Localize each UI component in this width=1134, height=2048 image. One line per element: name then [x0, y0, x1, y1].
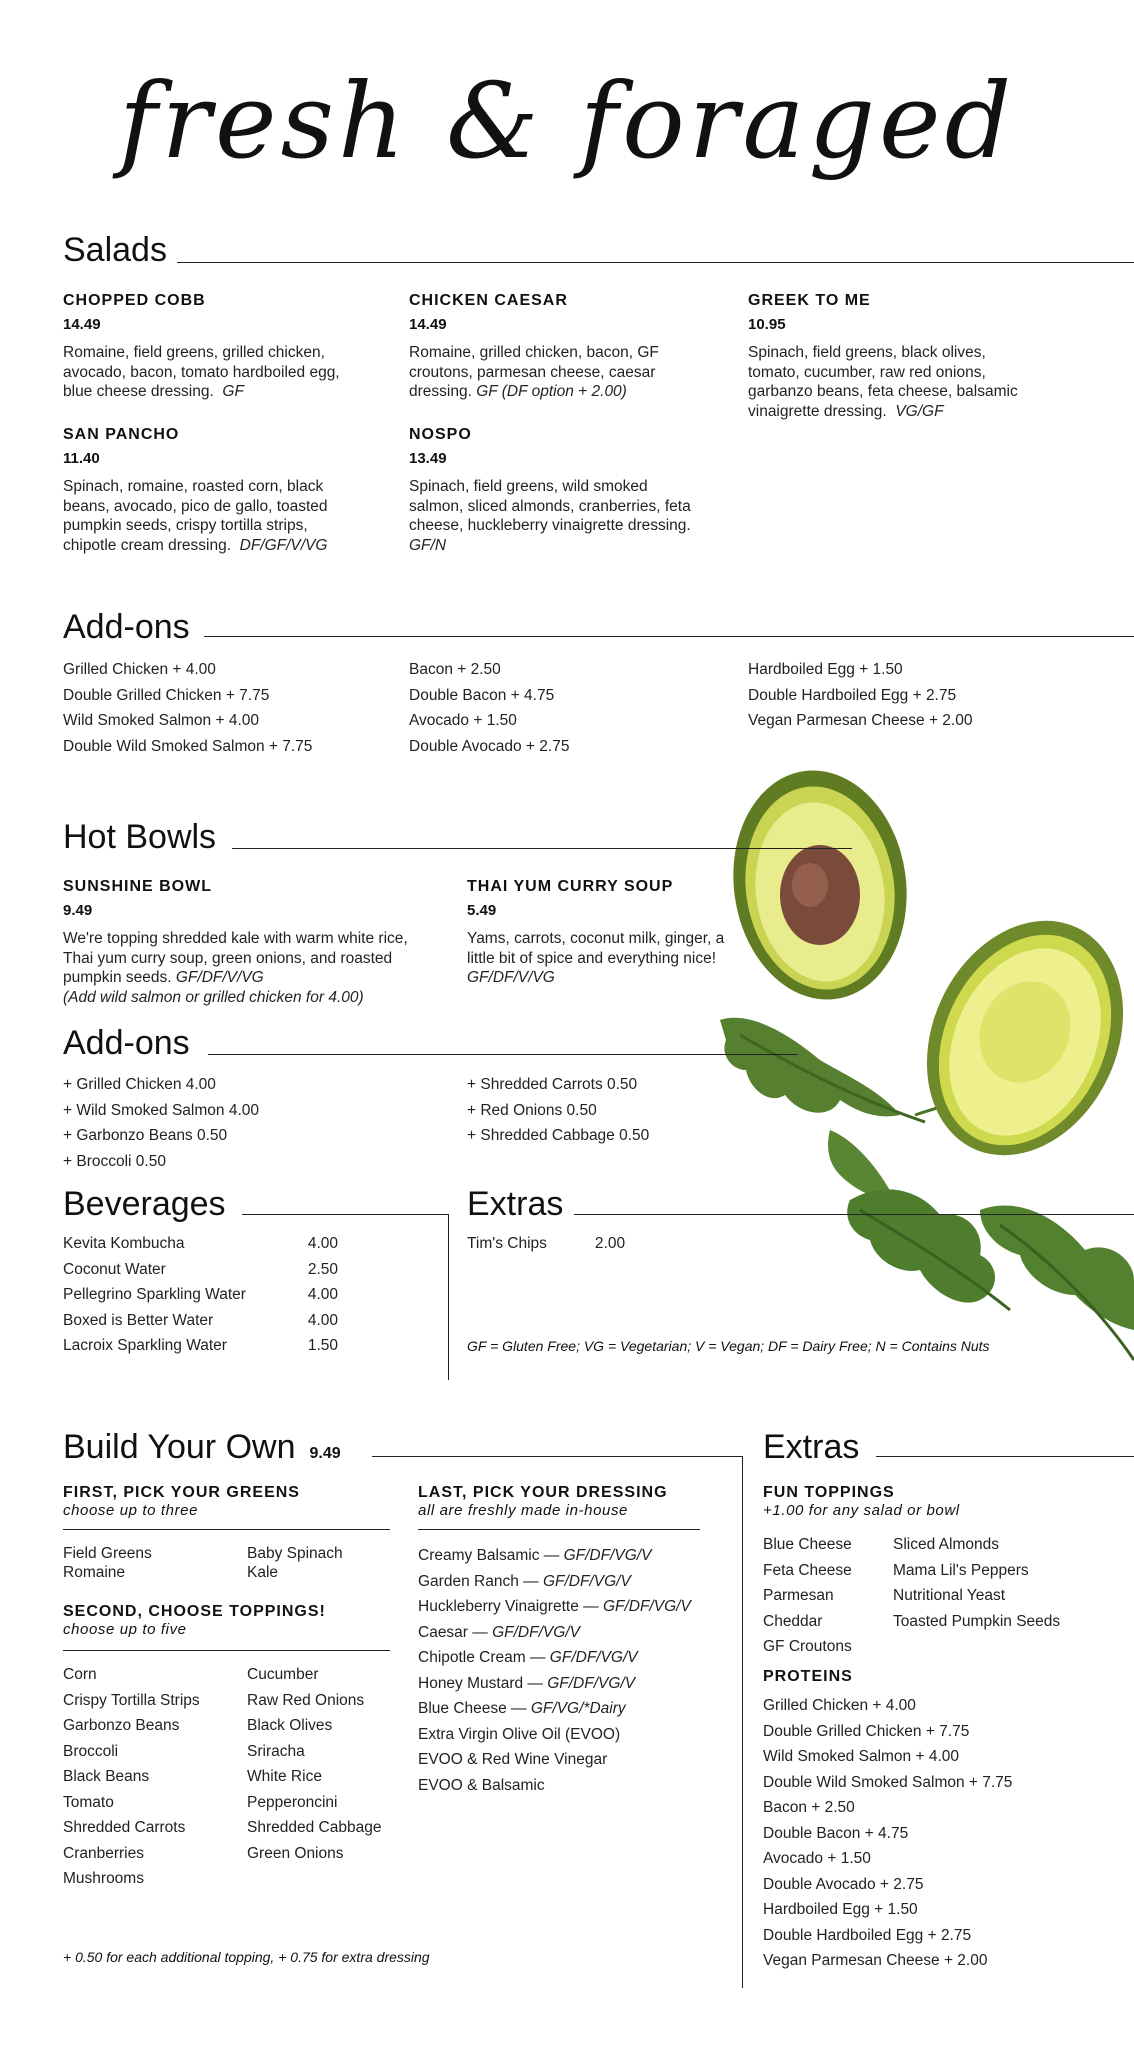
bowl-addons-heading: Add-ons	[63, 1024, 190, 1062]
topping-item: Shredded Carrots	[63, 1819, 186, 1836]
fun-toppings-block	[763, 1484, 960, 1519]
proteins-list	[763, 1693, 1012, 1974]
dressing-rule	[418, 1529, 700, 1530]
addon-item: Double Grilled Chicken + 7.75	[63, 686, 270, 704]
addon-item: + Broccoli 0.50	[63, 1152, 166, 1170]
diet-tags: GF/DF/V/VG	[175, 969, 264, 986]
extras-item-tims-chips: Tim's Chips 2.00	[467, 1235, 626, 1252]
menu-title: fresh & foraged	[118, 60, 1016, 182]
topping-item: Black Olives	[247, 1717, 333, 1734]
item-price: 9.49	[63, 902, 93, 919]
diet-tags: GF/N	[409, 536, 447, 554]
salad-item-nospo	[409, 426, 699, 555]
salad-addons-col1	[63, 657, 312, 759]
fun-topping-item: Feta Cheese	[763, 1561, 852, 1579]
bowl-addons-rule	[208, 1054, 798, 1055]
protein-item: Wild Smoked Salmon + 4.00	[763, 1748, 959, 1765]
greens-rule	[63, 1529, 390, 1530]
diet-tags: GF/DF/V/VG	[467, 969, 555, 986]
salads-heading: Salads	[63, 231, 167, 269]
extras-toppings-heading: Extras	[763, 1428, 860, 1466]
addon-item: + Grilled Chicken 4.00	[63, 1076, 216, 1093]
addon-item: Bacon + 2.50	[409, 661, 501, 678]
greens-item: Romaine	[63, 1564, 126, 1581]
salad-addons-col3	[748, 657, 972, 734]
beverage-row: Lacroix Sparkling Water 1.50	[63, 1337, 338, 1354]
item-desc: Spinach, field greens, wild smoked salmon, sliced almonds, cranberries, feta cheese, huckleberry vinaigrette dressing. GF/N	[409, 478, 691, 554]
item-name: THAI YUM CURRY SOUP	[467, 878, 674, 895]
build-your-own-divider	[742, 1456, 743, 1988]
fun-toppings-heading: FUN TOPPINGS	[763, 1484, 895, 1501]
dressing-subheading: all are freshly made in-house	[418, 1502, 628, 1519]
dressing-item: Honey Mustard — GF/DF/VG/V	[418, 1674, 636, 1692]
build-your-own-price: 9.49	[309, 1445, 341, 1462]
beverage-list	[63, 1231, 338, 1359]
protein-item: Avocado + 1.50	[763, 1850, 871, 1867]
toppings-rule	[63, 1650, 390, 1651]
beverage-row: Boxed is Better Water 4.00	[63, 1311, 338, 1329]
diet-tags: GF	[222, 383, 244, 400]
item-desc: Yams, carrots, coconut milk, ginger, a little bit of spice and everything nice! GF/DF/V/VG	[467, 930, 725, 986]
topping-item: Cucumber	[247, 1666, 319, 1683]
addon-item: + Red Onions 0.50	[467, 1101, 597, 1119]
salad-addons-heading: Add-ons	[63, 608, 190, 646]
addon-item: Grilled Chicken + 4.00	[63, 661, 216, 678]
topping-item: Corn	[63, 1666, 97, 1683]
dressing-item: Blue Cheese — GF/VG/*Dairy	[418, 1700, 626, 1717]
diet-tags: VG/GF	[895, 402, 944, 420]
dressing-item: Garden Ranch — GF/DF/VG/V	[418, 1572, 631, 1590]
greens-item: Kale	[247, 1564, 279, 1581]
protein-item: Bacon + 2.50	[763, 1799, 855, 1816]
toppings-block	[63, 1603, 326, 1638]
protein-item: Double Avocado + 2.75	[763, 1875, 924, 1893]
avocado-half-with-pit-icon	[719, 770, 921, 1011]
dressing-item: EVOO & Red Wine Vinegar	[418, 1751, 608, 1768]
addon-item: + Wild Smoked Salmon 4.00	[63, 1101, 259, 1119]
topping-item: Sriracha	[247, 1742, 305, 1760]
extras-toppings-rule	[876, 1456, 1134, 1457]
item-price: 14.49	[63, 316, 101, 333]
avocado-illustration	[680, 770, 1134, 1370]
addon-item: Double Hardboiled Egg + 2.75	[748, 686, 957, 704]
hot-bowls-heading: Hot Bowls	[63, 818, 217, 856]
item-name: CHICKEN CAESAR	[409, 292, 568, 309]
fun-toppings-subheading: +1.00 for any salad or bowl	[763, 1502, 960, 1519]
bowl-item-sunshine-bowl	[63, 878, 423, 1007]
topping-item: Tomato	[63, 1793, 114, 1811]
beverages-divider	[448, 1214, 449, 1380]
dressing-heading: LAST, PICK YOUR DRESSING	[418, 1484, 668, 1501]
item-price: 11.40	[63, 450, 100, 467]
build-your-own-heading: Build Your Own 9.49	[63, 1428, 341, 1466]
fun-toppings-col1	[763, 1532, 852, 1660]
topping-item: Shredded Cabbage	[247, 1819, 382, 1836]
topping-item: Green Onions	[247, 1844, 344, 1862]
item-price: 14.49	[409, 316, 447, 333]
protein-item: Double Hardboiled Egg + 2.75	[763, 1926, 972, 1944]
salad-item-greek-to-me	[748, 292, 1038, 421]
fun-topping-item: GF Croutons	[763, 1638, 852, 1655]
dressing-item: Creamy Balsamic — GF/DF/VG/V	[418, 1547, 652, 1564]
addon-item: Double Avocado + 2.75	[409, 737, 570, 755]
item-desc: Romaine, field greens, grilled chicken, avocado, bacon, tomato hardboiled egg, blue cheese dressing. GF	[63, 344, 340, 400]
salads-rule	[177, 262, 1134, 263]
beverage-row: Kevita Kombucha 4.00	[63, 1235, 338, 1252]
protein-item: Grilled Chicken + 4.00	[763, 1697, 916, 1714]
dressing-item: EVOO & Balsamic	[418, 1776, 545, 1794]
topping-item: Cranberries	[63, 1844, 144, 1862]
addon-item: + Shredded Cabbage 0.50	[467, 1127, 650, 1144]
avocado-half-icon	[890, 889, 1134, 1188]
dressing-block	[418, 1484, 668, 1519]
dressing-item: Huckleberry Vinaigrette — GF/DF/VG/V	[418, 1598, 691, 1615]
topping-item: Raw Red Onions	[247, 1691, 365, 1709]
addon-item: Double Wild Smoked Salmon + 7.75	[63, 737, 313, 755]
protein-item: Double Grilled Chicken + 7.75	[763, 1722, 970, 1740]
fun-topping-item: Cheddar	[763, 1612, 823, 1630]
addon-item: Double Bacon + 4.75	[409, 686, 555, 704]
toppings-col2	[247, 1662, 381, 1866]
topping-item: Black Beans	[63, 1768, 150, 1785]
item-price: 13.49	[409, 450, 447, 467]
hot-bowls-rule	[232, 848, 852, 849]
dressing-item: Extra Virgin Olive Oil (EVOO)	[418, 1725, 621, 1743]
greens-subheading: choose up to three	[63, 1502, 199, 1519]
item-desc: We're topping shredded kale with warm white rice, Thai yum curry soup, green onions, and roasted pumpkin seeds. GF/DF/V/VG	[63, 930, 408, 986]
greens-col1	[63, 1544, 152, 1582]
fun-topping-item: Mama Lil's Peppers	[893, 1561, 1029, 1579]
diet-tags: DF/GF/V/VG	[239, 536, 328, 554]
addon-item: + Garbonzo Beans 0.50	[63, 1127, 228, 1144]
toppings-col1	[63, 1662, 200, 1892]
proteins-heading: PROTEINS	[763, 1668, 853, 1685]
salad-item-chicken-caesar	[409, 292, 699, 402]
item-desc: Spinach, field greens, black olives, tomato, cucumber, raw red onions, garbanzo beans, feta cheese, balsamic vinaigrette dressing. VG/GF	[748, 344, 1018, 420]
salad-item-san-pancho	[63, 426, 353, 555]
item-price: 10.95	[748, 316, 786, 333]
protein-item: Double Wild Smoked Salmon + 7.75	[763, 1773, 1013, 1791]
item-name: SAN PANCHO	[63, 426, 180, 443]
toppings-subheading: choose up to five	[63, 1621, 187, 1638]
item-price: 5.49	[467, 902, 497, 919]
diet-legend: GF = Gluten Free; VG = Vegetarian; V = Vegan; DF = Dairy Free; N = Contains Nuts	[467, 1338, 990, 1354]
dressing-item: Chipotle Cream — GF/DF/VG/V	[418, 1649, 638, 1666]
beverage-row: Pellegrino Sparkling Water 4.00	[63, 1286, 338, 1303]
topping-item: Garbonzo Beans	[63, 1717, 180, 1734]
build-your-own-rule	[372, 1456, 742, 1457]
greens-col2	[247, 1544, 343, 1582]
extras-rule	[574, 1214, 1134, 1215]
greens-block	[63, 1484, 300, 1519]
addon-item: Wild Smoked Salmon + 4.00	[63, 712, 259, 729]
protein-item: Vegan Parmesan Cheese + 2.00	[763, 1952, 988, 1969]
salad-addons-col2	[409, 657, 569, 759]
beverage-row: Coconut Water 2.50	[63, 1260, 338, 1278]
fun-topping-item: Nutritional Yeast	[893, 1587, 1006, 1604]
greens-item: Field Greens	[63, 1545, 152, 1562]
item-name: GREEK TO ME	[748, 292, 871, 309]
protein-item: Double Bacon + 4.75	[763, 1824, 909, 1842]
protein-item: Hardboiled Egg + 1.50	[763, 1901, 918, 1918]
topping-item: Broccoli	[63, 1742, 119, 1760]
greens-item: Baby Spinach	[247, 1545, 343, 1562]
fun-topping-item: Blue Cheese	[763, 1536, 852, 1553]
item-name: CHOPPED COBB	[63, 292, 206, 309]
extras-heading: Extras	[467, 1185, 564, 1223]
fun-toppings-col2	[893, 1532, 1060, 1634]
topping-item: Pepperoncini	[247, 1793, 338, 1811]
fun-topping-item: Parmesan	[763, 1587, 834, 1604]
topping-item: Mushrooms	[63, 1870, 144, 1887]
dressing-item: Caesar — GF/DF/VG/V	[418, 1623, 580, 1641]
item-desc: Romaine, grilled chicken, bacon, GF croutons, parmesan cheese, caesar dressing. GF (DF option + 2.00)	[409, 344, 659, 400]
bowl-addons-col1	[63, 1072, 259, 1174]
salad-item-chopped-cobb	[63, 292, 353, 402]
greens-heading: FIRST, PICK YOUR GREENS	[63, 1484, 300, 1501]
item-name: SUNSHINE BOWL	[63, 878, 212, 895]
beverages-rule	[242, 1214, 448, 1215]
item-note: (Add wild salmon or grilled chicken for 4.00)	[63, 988, 364, 1006]
beverages-heading: Beverages	[63, 1185, 226, 1223]
toppings-heading: SECOND, CHOOSE TOPPINGS!	[63, 1603, 326, 1620]
addon-item: Hardboiled Egg + 1.50	[748, 661, 903, 678]
diet-tags: GF (DF option + 2.00)	[476, 383, 627, 400]
item-name: NOSPO	[409, 426, 472, 443]
salad-addons-rule	[204, 636, 1134, 637]
topping-item: White Rice	[247, 1768, 322, 1785]
fun-topping-item: Sliced Almonds	[893, 1536, 999, 1553]
addon-item: + Shredded Carrots 0.50	[467, 1076, 638, 1093]
bowl-item-thai-yum-curry-soup	[467, 878, 747, 988]
fun-topping-item: Toasted Pumpkin Seeds	[893, 1612, 1061, 1630]
build-your-own-footnote: + 0.50 for each additional topping, + 0.75 for extra dressing	[63, 1949, 430, 1965]
dressing-list	[418, 1543, 691, 1798]
addon-item: Vegan Parmesan Cheese + 2.00	[748, 712, 973, 729]
item-desc: Spinach, romaine, roasted corn, black beans, avocado, pico de gallo, toasted pumpkin seeds, crispy tortilla strips, chipotle cream dressing. DF/GF/V/VG	[63, 478, 328, 554]
addon-item: Avocado + 1.50	[409, 712, 517, 729]
topping-item: Crispy Tortilla Strips	[63, 1691, 200, 1709]
bowl-addons-col2	[467, 1072, 649, 1149]
